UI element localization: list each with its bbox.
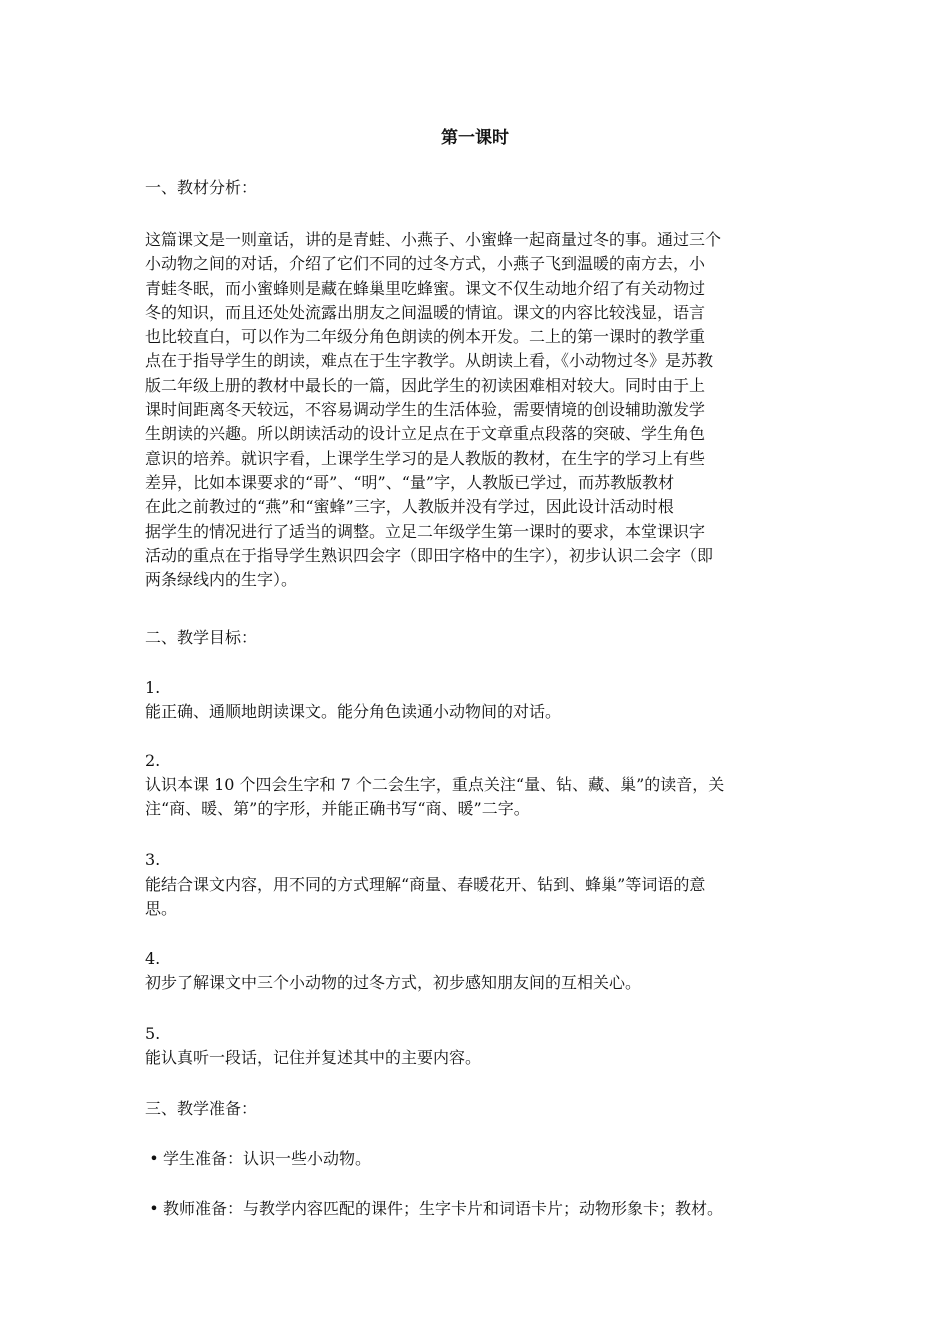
paragraph-line: 两条绿线内的生字）。 <box>145 570 298 590</box>
goal-number: 5. <box>145 1024 161 1043</box>
paragraph-line: 小动物之间的对话，介绍了它们不同的过冬方式，小燕子飞到温暖的南方去，小 <box>145 254 706 274</box>
goal-line: 认识本课 10 个四会生字和 7 个二会生字，重点关注“量、钻、藏、巢”的读音，关 <box>145 775 725 794</box>
section-heading-analysis: 一、教材分析： <box>145 178 258 197</box>
bullet-icon: • <box>149 1199 159 1218</box>
prep-list-item <box>145 1147 810 1171</box>
goal-text <box>145 773 810 822</box>
paragraph-line: 课时间距离冬天较远，不容易调动学生的生活体验，需要情境的创设辅助激发学 <box>145 400 706 420</box>
paragraph-line: 在此之前教过的“燕”和“蜜蜂”三字，人教版并没有学过，因此设计活动时根 <box>145 497 674 517</box>
paragraph-line: 差异，比如本课要求的“哥”、“明”、“量”字，人教版已学过，而苏教版教材 <box>145 472 675 492</box>
paragraph-line: 冬的知识，而且还处处流露出朋友之间温暖的情谊。课文的内容比较浅显，语言 <box>145 302 706 322</box>
goal-text <box>145 873 810 922</box>
bullet-icon: • <box>149 1149 159 1168</box>
paragraph-line: 意识的培养。就识字看，上课学生学习的是人教版的教材，在生字的学习上有些 <box>145 448 706 468</box>
goal-number: 1. <box>145 678 161 697</box>
paragraph-line: 活动的重点在于指导学生熟识四会字（即田字格中的生字），初步认识二会字（即 <box>145 545 714 565</box>
goal-number: 2. <box>145 751 161 770</box>
goal-line: 能结合课文内容，用不同的方式理解“商量、春暖花开、钻到、蜂巢”等词语的意 <box>145 875 706 894</box>
analysis-paragraph <box>145 228 810 592</box>
paragraph-line: 青蛙冬眠，而小蜜蜂则是藏在蜂巢里吃蜂蜜。课文不仅生动地介绍了有关动物过 <box>145 278 706 298</box>
paragraph-line: 点在于指导学生的朗读，难点在于生字教学。从朗读上看，《小动物过冬》是苏教 <box>145 351 714 371</box>
section-heading-prep: 三、教学准备： <box>145 1099 258 1118</box>
goal-line: 初步了解课文中三个小动物的过冬方式，初步感知朋友间的互相关心。 <box>145 973 642 992</box>
page-title: 第一课时 <box>441 128 509 148</box>
prep-item-text: 教师准备：与教学内容匹配的课件；生字卡片和词语卡片；动物形象卡；教材。 <box>163 1199 724 1218</box>
goal-line: 能正确、通顺地朗读课文。能分角色读通小动物间的对话。 <box>145 702 562 721</box>
section-heading-goals: 二、教学目标： <box>145 628 258 647</box>
goal-number: 4. <box>145 949 161 968</box>
paragraph-line: 生朗读的兴趣。所以朗读活动的设计立足点在于文章重点段落的突破、学生角色 <box>145 424 706 444</box>
paragraph-line: 版二年级上册的教材中最长的一篇，因此学生的初读困难相对较大。同时由于上 <box>145 375 706 395</box>
goal-text <box>145 971 810 995</box>
goal-line: 注“商、暖、第”的字形，并能正确书写“商、暖”二字。 <box>145 799 530 819</box>
prep-item-text: 学生准备：认识一些小动物。 <box>163 1149 372 1168</box>
goal-line: 思。 <box>145 899 178 919</box>
goal-number: 3. <box>145 850 161 869</box>
goal-text <box>145 1046 810 1070</box>
goal-text <box>145 700 810 724</box>
paragraph-line: 据学生的情况进行了适当的调整。立足二年级学生第一课时的要求，本堂课识字 <box>145 521 706 541</box>
prep-list-item <box>145 1197 810 1221</box>
goal-line: 能认真听一段话，记住并复述其中的主要内容。 <box>145 1048 482 1067</box>
paragraph-line: 也比较直白，可以作为二年级分角色朗读的例本开发。二上的第一课时的教学重 <box>145 327 706 347</box>
paragraph-line: 这篇课文是一则童话，讲的是青蛙、小燕子、小蜜蜂一起商量过冬的事。通过三个 <box>145 230 722 249</box>
